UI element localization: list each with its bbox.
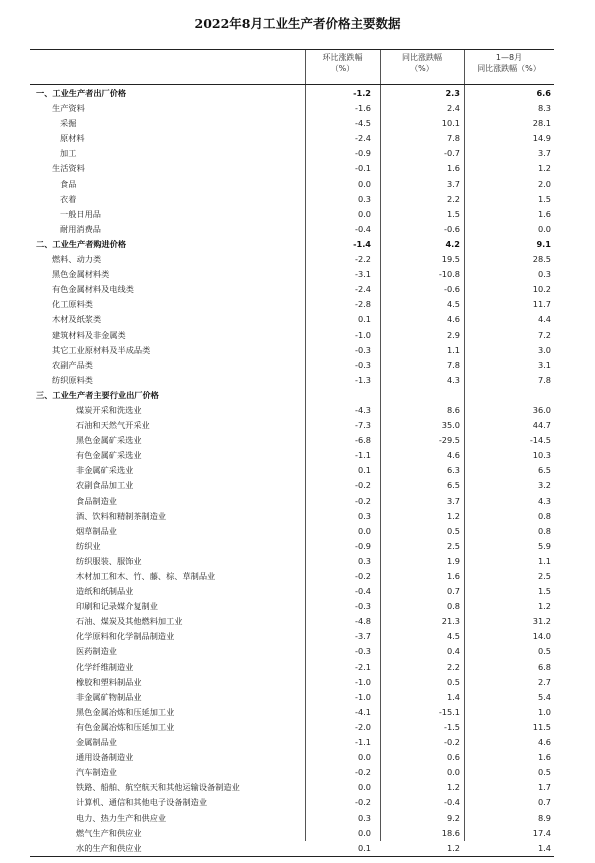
ytd-value: 44.7 [532, 420, 551, 431]
mom-value: -3.1 [355, 269, 371, 280]
header-yoy: 同比涨跌幅 （%） [402, 53, 442, 73]
table-row [30, 463, 554, 478]
yoy-value: 2.2 [446, 661, 460, 672]
row-label: 加工 [60, 148, 77, 159]
yoy-value: 0.0 [446, 767, 460, 778]
yoy-value: 2.5 [446, 540, 460, 551]
yoy-value: 4.6 [446, 314, 460, 325]
row-label: 生产资料 [52, 103, 85, 114]
row-label: 印刷和记录媒介复制业 [76, 601, 158, 612]
mom-value: -0.2 [355, 480, 371, 491]
row-label: 煤炭开采和洗选业 [76, 404, 142, 415]
mom-value: -2.8 [355, 299, 371, 310]
table-row [30, 735, 554, 750]
row-label: 化学纤维制造业 [76, 661, 134, 672]
row-label: 黑色金属材料类 [52, 269, 110, 280]
table-row [30, 297, 554, 312]
ytd-value: 1.2 [537, 163, 551, 174]
mom-value: -1.0 [355, 676, 371, 687]
table-row [30, 373, 554, 388]
yoy-value: 1.2 [446, 782, 460, 793]
ytd-value: 0.0 [537, 223, 551, 234]
table-body [30, 85, 554, 856]
yoy-value: 2.4 [446, 103, 460, 114]
mom-value: 0.1 [357, 314, 371, 325]
yoy-value: 4.6 [446, 450, 460, 461]
ytd-value: 11.5 [532, 721, 551, 732]
mom-value: -0.3 [355, 601, 371, 612]
mom-value: 0.3 [357, 510, 371, 521]
row-label: 汽车制造业 [76, 767, 117, 778]
ytd-value: 1.1 [537, 555, 551, 566]
table-row [30, 161, 554, 176]
table-row [30, 433, 554, 448]
row-label: 非金属矿采选业 [76, 465, 134, 476]
mom-value: -0.2 [355, 767, 371, 778]
yoy-value: 0.4 [446, 646, 460, 657]
mom-value: -2.4 [355, 133, 371, 144]
ytd-value: 3.7 [537, 148, 551, 159]
ytd-value: 8.9 [537, 812, 551, 823]
ytd-value: 1.4 [537, 842, 551, 853]
row-label: 电力、热力生产和供应业 [76, 812, 167, 823]
header-ytd: 1—8月 同比涨跌幅（%） [477, 53, 541, 73]
ytd-value: 11.7 [532, 299, 551, 310]
row-label: 石油、煤炭及其他燃料加工业 [76, 616, 183, 627]
section-row [30, 388, 554, 403]
yoy-value: 7.8 [446, 133, 460, 144]
mom-value: -1.1 [355, 450, 371, 461]
table-row [30, 282, 554, 297]
table-row [30, 267, 554, 282]
row-label: 化工原料类 [52, 299, 93, 310]
yoy-value: 0.5 [446, 676, 460, 687]
mom-value: 0.1 [357, 842, 371, 853]
table-row [30, 811, 554, 826]
mom-value: -0.3 [355, 344, 371, 355]
ytd-value: 5.9 [537, 540, 551, 551]
ytd-value: 6.6 [536, 88, 551, 98]
yoy-value: 9.2 [446, 812, 460, 823]
mom-value: -0.9 [355, 148, 371, 159]
yoy-value: 8.6 [446, 404, 460, 415]
price-data-table [30, 49, 554, 856]
yoy-value: 1.2 [446, 842, 460, 853]
table-row [30, 750, 554, 765]
table-row [30, 448, 554, 463]
table-row [30, 660, 554, 675]
section-row [30, 86, 554, 101]
ytd-value: 14.9 [532, 133, 551, 144]
ytd-value: 10.2 [532, 284, 551, 295]
table-row [30, 494, 554, 509]
yoy-value: 6.3 [446, 465, 460, 476]
ytd-value: 7.2 [537, 329, 551, 340]
mom-value: -2.2 [355, 254, 371, 265]
row-label: 纺织服装、服饰业 [76, 555, 142, 566]
row-label: 水的生产和供应业 [76, 842, 142, 853]
yoy-value: -1.5 [444, 721, 460, 732]
table-header [30, 49, 554, 85]
table-row [30, 222, 554, 237]
yoy-value: 6.5 [446, 480, 460, 491]
ytd-value: 36.0 [532, 404, 551, 415]
table-row [30, 146, 554, 161]
ytd-value: 3.0 [537, 344, 551, 355]
ytd-value: 31.2 [532, 616, 551, 627]
yoy-value: 0.7 [446, 586, 460, 597]
yoy-value: 4.5 [446, 299, 460, 310]
table-row [30, 554, 554, 569]
yoy-value: 0.6 [446, 752, 460, 763]
mom-value: -2.1 [355, 661, 371, 672]
row-label: 有色金属材料及电线类 [52, 284, 134, 295]
yoy-value: 0.5 [446, 525, 460, 536]
mom-value: 0.0 [357, 178, 371, 189]
yoy-value: 1.4 [446, 691, 460, 702]
row-label: 其它工业原材料及半成品类 [52, 344, 151, 355]
yoy-value: 1.5 [446, 208, 460, 219]
row-label: 铁路、船舶、航空航天和其他运输设备制造业 [76, 782, 240, 793]
mom-value: 0.1 [357, 465, 371, 476]
mom-value: -0.9 [355, 540, 371, 551]
ytd-value: 0.8 [537, 525, 551, 536]
table-row [30, 403, 554, 418]
table-row [30, 780, 554, 795]
row-label: 橡胶和塑料制品业 [76, 676, 142, 687]
row-label: 纺织原料类 [52, 374, 93, 385]
row-label: 生活资料 [52, 163, 85, 174]
mom-value: -4.5 [355, 118, 371, 129]
ytd-value: 14.0 [532, 631, 551, 642]
mom-value: 0.3 [357, 193, 371, 204]
mom-value: 0.0 [357, 525, 371, 536]
row-label: 衣着 [60, 193, 77, 204]
yoy-value: 19.5 [441, 254, 460, 265]
table-row [30, 720, 554, 735]
table-row [30, 509, 554, 524]
yoy-value: 2.2 [446, 193, 460, 204]
yoy-value: 1.2 [446, 510, 460, 521]
yoy-value: 3.7 [446, 495, 460, 506]
mom-value: -4.1 [355, 706, 371, 717]
table-row [30, 795, 554, 810]
table-row [30, 101, 554, 116]
row-label: 农副食品加工业 [76, 480, 134, 491]
ytd-value: 28.1 [532, 118, 551, 129]
ytd-value: 2.7 [537, 676, 551, 687]
row-label: 木材加工和木、竹、藤、棕、草制品业 [76, 571, 216, 581]
yoy-value: -15.1 [438, 706, 460, 717]
table-row [30, 358, 554, 373]
yoy-value: 2.9 [446, 329, 460, 340]
mom-value: -2.4 [355, 284, 371, 295]
mom-value: -2.0 [355, 721, 371, 732]
row-label: 医药制造业 [76, 646, 117, 657]
table-row [30, 418, 554, 433]
ytd-value: 8.3 [537, 103, 551, 114]
ytd-value: 0.3 [537, 269, 551, 280]
section-row [30, 237, 554, 252]
row-label: 耐用消费品 [60, 223, 101, 234]
row-label: 二、工业生产者购进价格 [36, 238, 127, 249]
ytd-value: 1.7 [537, 782, 551, 793]
table-row [30, 539, 554, 554]
row-label: 通用设备制造业 [76, 752, 134, 763]
header-mom: 环比涨跌幅 （%） [322, 53, 363, 73]
table-row [30, 207, 554, 222]
mom-value: -1.0 [355, 329, 371, 340]
yoy-value: -10.8 [438, 269, 460, 280]
mom-value: -0.1 [355, 163, 371, 174]
ytd-value: 7.8 [537, 374, 551, 385]
table-row [30, 599, 554, 614]
table-row [30, 584, 554, 599]
mom-value: -1.1 [355, 737, 371, 748]
mom-value: 0.3 [357, 812, 371, 823]
table-row [30, 131, 554, 146]
mom-value: -4.8 [355, 616, 371, 627]
yoy-value: 7.8 [446, 359, 460, 370]
ytd-value: -14.5 [529, 435, 551, 446]
table-row [30, 252, 554, 267]
table-row [30, 524, 554, 539]
table-row [30, 192, 554, 207]
yoy-value: 4.2 [445, 238, 460, 249]
table-row [30, 343, 554, 358]
ytd-value: 0.8 [537, 510, 551, 521]
row-label: 石油和天然气开采业 [76, 420, 150, 431]
row-label: 建筑材料及非金属类 [52, 329, 126, 340]
ytd-value: 1.6 [537, 208, 551, 219]
mom-value: -0.4 [355, 223, 371, 234]
row-label: 有色金属冶炼和压延加工业 [76, 721, 175, 732]
ytd-value: 0.5 [537, 646, 551, 657]
mom-value: -0.3 [355, 359, 371, 370]
ytd-value: 4.4 [537, 314, 551, 325]
mom-value: 0.0 [357, 782, 371, 793]
table-row [30, 675, 554, 690]
ytd-value: 4.6 [537, 737, 551, 748]
table-row [30, 116, 554, 131]
ytd-value: 1.2 [537, 601, 551, 612]
table-row [30, 312, 554, 327]
table-row [30, 705, 554, 720]
table-row [30, 841, 554, 856]
yoy-value: 0.8 [446, 601, 460, 612]
ytd-value: 28.5 [532, 254, 551, 265]
ytd-value: 0.7 [537, 797, 551, 808]
row-label: 烟草制品业 [76, 525, 117, 536]
yoy-value: -0.7 [444, 148, 460, 159]
table-bottom-rule [30, 856, 554, 857]
table-row [30, 569, 554, 584]
yoy-value: -0.4 [444, 797, 460, 808]
table-row [30, 765, 554, 780]
yoy-value: -0.6 [444, 284, 460, 295]
ytd-value: 6.5 [537, 465, 551, 476]
row-label: 三、工业生产者主要行业出厂价格 [36, 389, 159, 400]
row-label: 采掘 [60, 118, 77, 129]
ytd-value: 1.6 [537, 752, 551, 763]
mom-value: -0.2 [355, 495, 371, 506]
yoy-value: -0.2 [444, 737, 460, 748]
yoy-value: 1.6 [446, 571, 460, 581]
ytd-value: 17.4 [532, 827, 551, 838]
mom-value: -7.3 [355, 420, 371, 431]
row-label: 食品制造业 [76, 495, 117, 506]
yoy-value: 4.5 [446, 631, 460, 642]
row-label: 金属制品业 [76, 737, 117, 748]
ytd-value: 2.0 [537, 178, 551, 189]
table-row [30, 177, 554, 192]
row-label: 黑色金属冶炼和压延加工业 [76, 706, 175, 717]
ytd-value: 10.3 [532, 450, 551, 461]
row-label: 造纸和纸制品业 [76, 586, 134, 597]
yoy-value: 2.3 [445, 88, 460, 98]
mom-value: -0.4 [355, 586, 371, 597]
mom-value: 0.0 [357, 827, 371, 838]
row-label: 计算机、通信和其他电子设备制造业 [76, 797, 208, 808]
row-label: 一、工业生产者出厂价格 [36, 88, 127, 98]
table-row [30, 826, 554, 841]
yoy-value: 10.1 [441, 118, 460, 129]
row-label: 农副产品类 [52, 359, 93, 370]
yoy-value: 21.3 [441, 616, 460, 627]
ytd-value: 1.0 [537, 706, 551, 717]
ytd-value: 6.8 [537, 661, 551, 672]
row-label: 纺织业 [76, 540, 101, 551]
yoy-value: 1.6 [446, 163, 460, 174]
row-label: 燃气生产和供应业 [76, 827, 142, 838]
row-label: 原材料 [60, 133, 85, 144]
yoy-value: -29.5 [438, 435, 460, 446]
ytd-value: 1.5 [537, 193, 551, 204]
row-label: 有色金属矿采选业 [76, 450, 142, 461]
page-title: 2022年8月工业生产者价格主要数据 [194, 16, 401, 31]
table-row [30, 629, 554, 644]
ytd-value: 9.1 [536, 238, 551, 249]
row-label: 黑色金属矿采选业 [76, 435, 142, 446]
row-label: 非金属矿物制品业 [76, 691, 142, 702]
mom-value: -1.2 [353, 88, 371, 98]
yoy-value: 18.6 [441, 827, 460, 838]
table-row [30, 614, 554, 629]
ytd-value: 3.2 [537, 480, 551, 491]
row-label: 化学原料和化学制品制造业 [76, 631, 175, 642]
ytd-value: 1.5 [537, 586, 551, 597]
row-label: 酒、饮料和精制茶制造业 [76, 510, 167, 521]
row-label: 食品 [60, 178, 77, 189]
ytd-value: 2.5 [537, 571, 551, 581]
yoy-value: 1.9 [446, 555, 460, 566]
mom-value: 0.0 [357, 208, 371, 219]
mom-value: -1.6 [355, 103, 371, 114]
mom-value: -1.4 [353, 238, 371, 249]
ytd-value: 3.1 [537, 359, 551, 370]
yoy-value: 3.7 [446, 178, 460, 189]
mom-value: -1.0 [355, 691, 371, 702]
mom-value: -1.3 [355, 374, 371, 385]
row-label: 燃料、动力类 [52, 254, 102, 265]
mom-value: -0.2 [355, 797, 371, 808]
ytd-value: 4.3 [537, 495, 551, 506]
yoy-value: -0.6 [444, 223, 460, 234]
mom-value: -4.3 [355, 404, 371, 415]
ytd-value: 5.4 [537, 691, 551, 702]
yoy-value: 4.3 [446, 374, 460, 385]
mom-value: 0.0 [357, 752, 371, 763]
mom-value: -0.3 [355, 646, 371, 657]
table-row [30, 690, 554, 705]
mom-value: -3.7 [355, 631, 371, 642]
mom-value: -6.8 [355, 435, 371, 446]
row-label: 木材及纸浆类 [52, 314, 102, 325]
mom-value: 0.3 [357, 555, 371, 566]
mom-value: -0.2 [355, 571, 371, 581]
yoy-value: 1.1 [446, 344, 460, 355]
yoy-value: 35.0 [441, 420, 460, 431]
table-row [30, 644, 554, 659]
ytd-value: 0.5 [537, 767, 551, 778]
table-row [30, 328, 554, 343]
table-row [30, 478, 554, 493]
row-label: 一般日用品 [60, 208, 101, 219]
